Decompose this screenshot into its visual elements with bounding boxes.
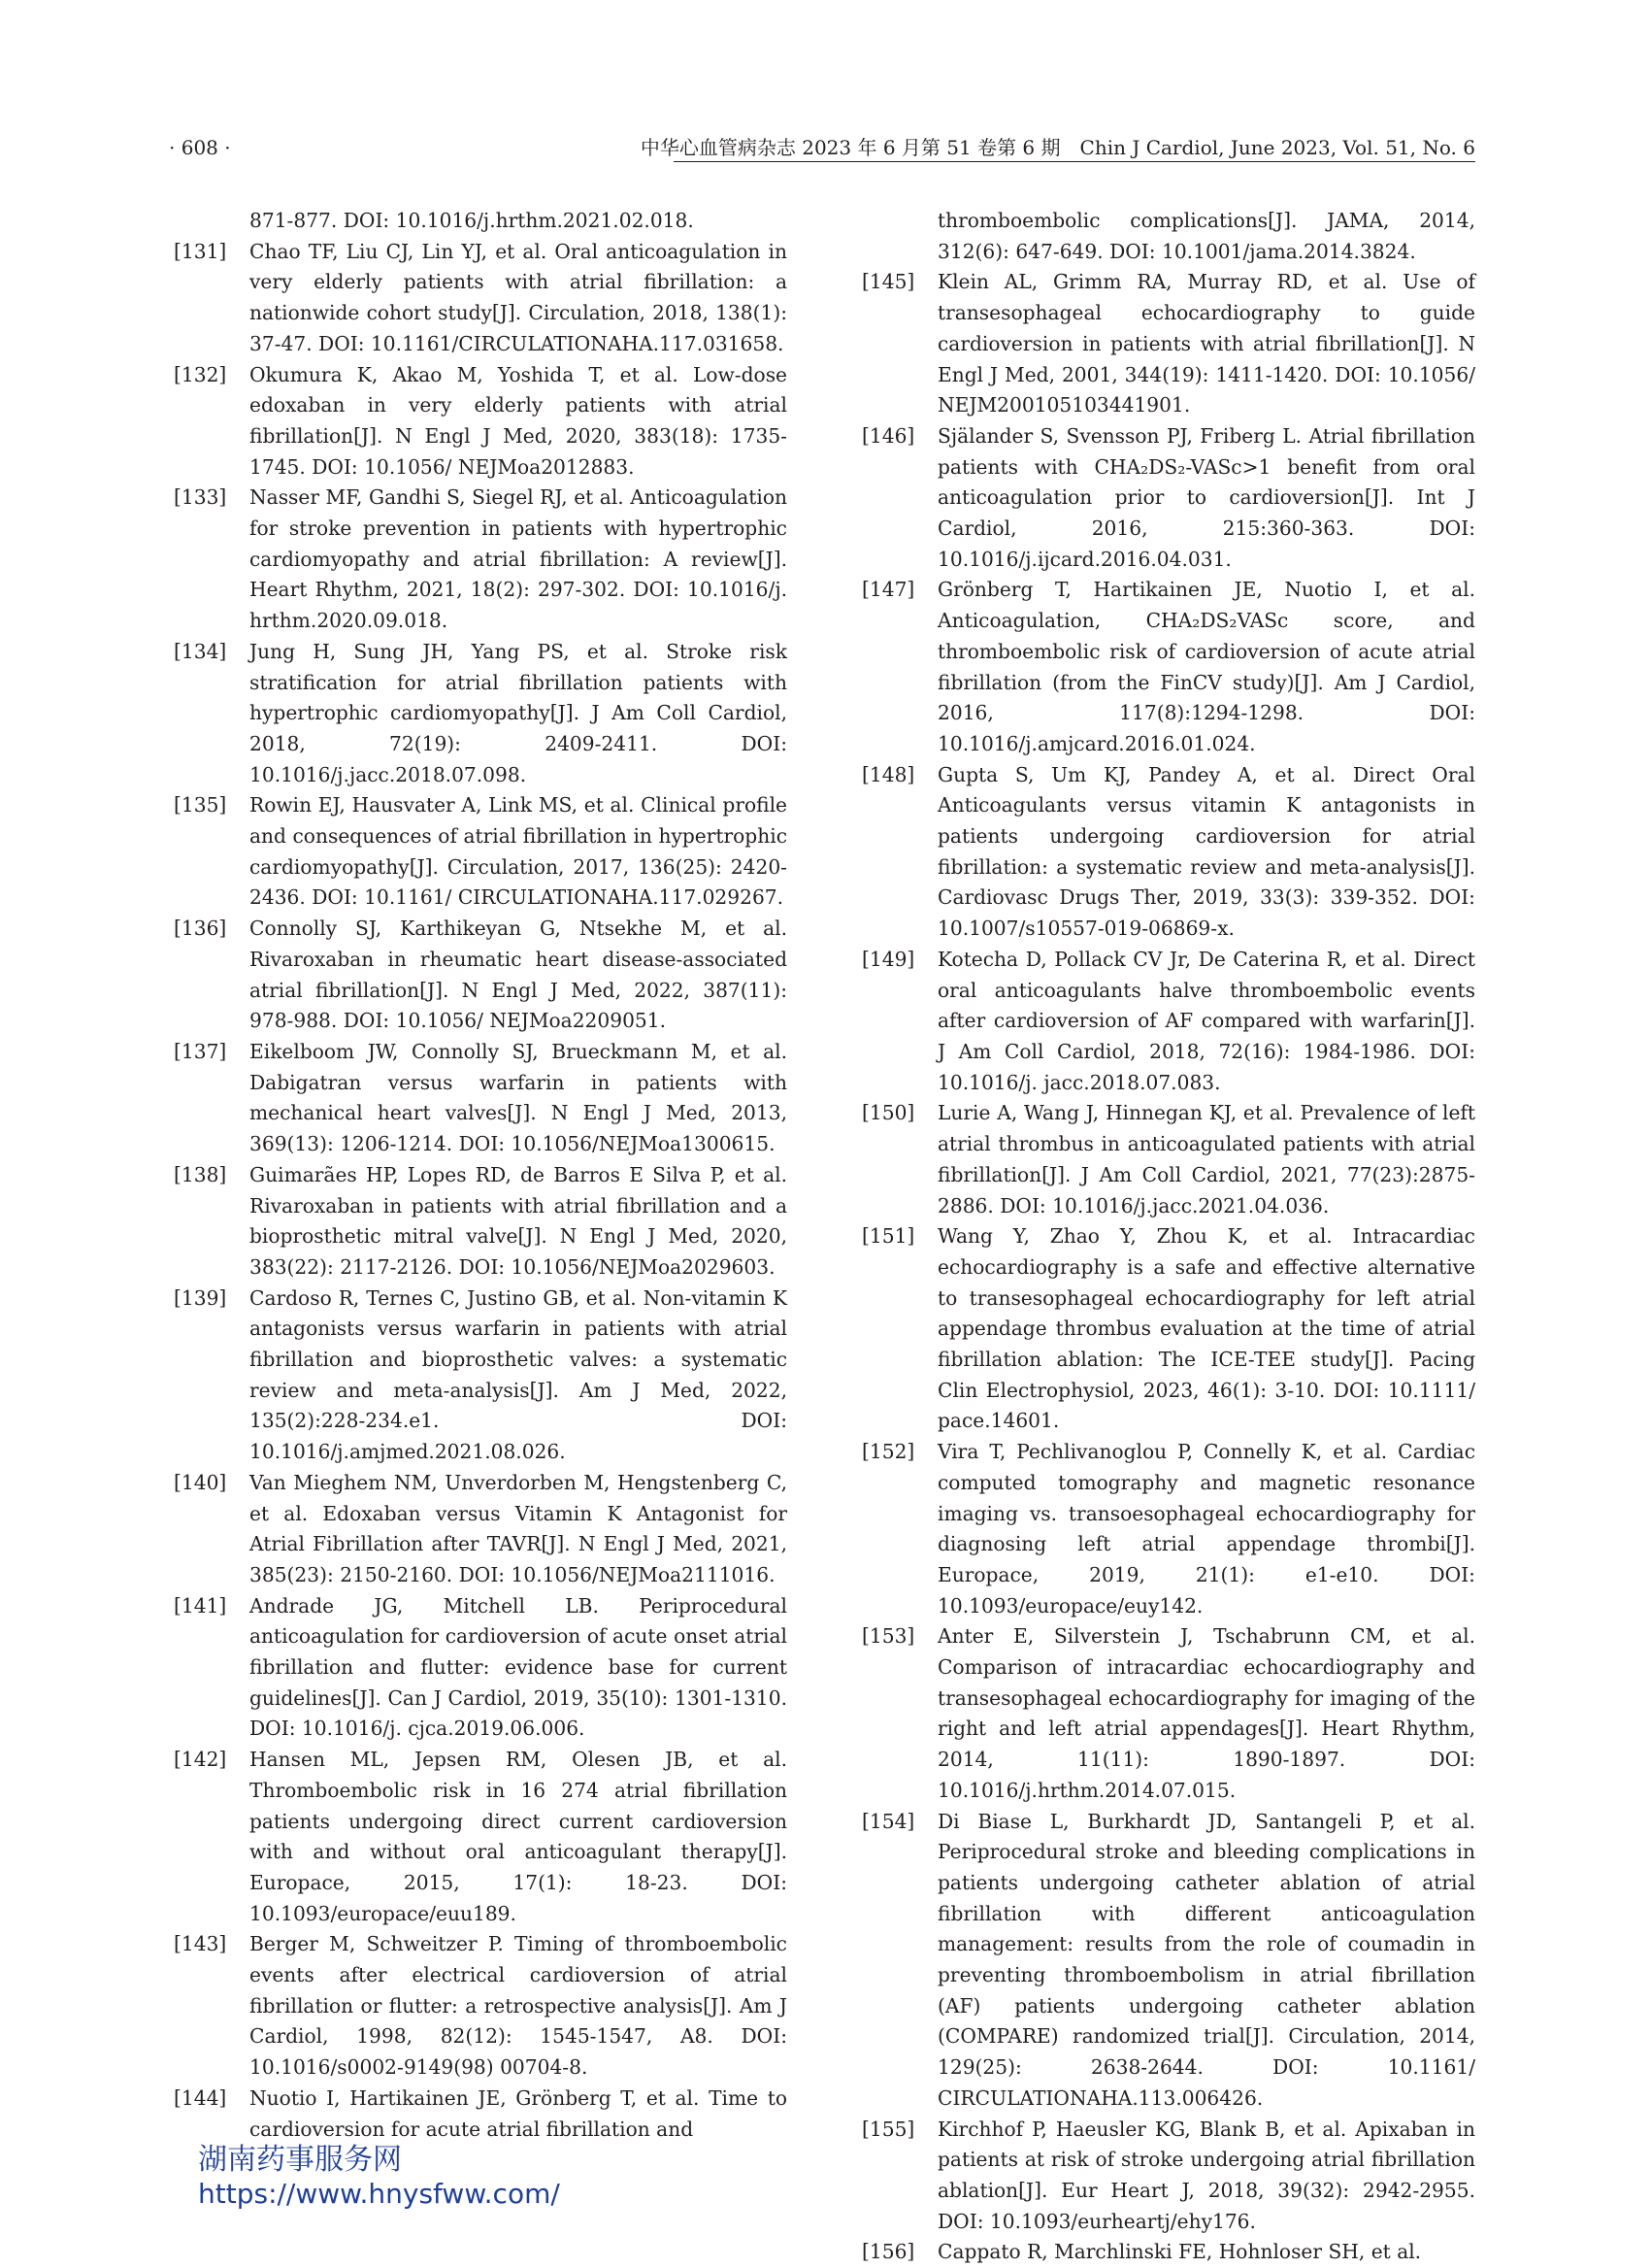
reference-entry xyxy=(174,1160,787,1284)
reference-entry xyxy=(174,1591,787,1746)
reference-entry xyxy=(174,1745,787,1929)
reference-text: Eikelboom JW, Connolly SJ, Brueckmann M, et al. Dabigatran versus warfarin in patients with mechanical heart valves[J]. N Engl J Med, 2013, 369(13): 1206-1214. DOI: 10.1056/NEJMoa1300615. xyxy=(249,1039,787,1156)
reference-entry xyxy=(862,760,1475,945)
reference-text: thromboembolic complications[J]. JAMA, 2014, 312(6): 647-649. DOI: 10.1001/jama.2014.3824. xyxy=(938,209,1475,263)
reference-entry xyxy=(862,2115,1475,2238)
reference-text: Kotecha D, Pollack CV Jr, De Caterina R, et al. Direct oral anticoagulants halve thromboembolic events after cardioversion of AF compared with warfarin[J]. J Am Coll Cardiol, 2018, 72(16): 1984-1986. DOI: 10.1016/j. jacc.2018.07.083. xyxy=(938,947,1475,1094)
reference-entry xyxy=(174,1468,787,1591)
reference-number: [148] xyxy=(862,762,915,786)
reference-number: [143] xyxy=(174,1932,227,1956)
watermark-footer xyxy=(198,2143,560,2211)
reference-entry xyxy=(862,2237,1475,2268)
reference-entry xyxy=(862,1221,1475,1437)
reference-text: Van Mieghem NM, Unverdorben M, Hengstenberg C, et al. Edoxaban versus Vitamin K Antagonist for Atrial Fibrillation after TAVR[J]. N Engl J Med, 2021, 385(23): 2150-2160. DOI: 10.1056/NEJMoa2111016. xyxy=(249,1470,787,1586)
reference-continuation xyxy=(174,206,787,237)
reference-number: [137] xyxy=(174,1039,227,1063)
reference-text: Kirchhof P, Haeusler KG, Blank B, et al. Apixaban in patients at risk of stroke undergoing atrial fibrillation ablation[J]. Eur Heart J, 2018, 39(32): 2942-2955. DOI: 10.1093/eurheartj/ehy176. xyxy=(938,2117,1475,2233)
reference-entry xyxy=(174,237,787,360)
reference-entry xyxy=(862,1621,1475,1806)
reference-text: Connolly SJ, Karthikeyan G, Ntsekhe M, et al. Rivaroxaban in rheumatic heart disease-associated atrial fibrillation[J]. N Engl J Med, 2022, 387(11): 978-988. DOI: 10.1056/ NEJMoa2209051. xyxy=(249,917,787,1033)
reference-text: Cardoso R, Ternes C, Justino GB, et al. Non-vitamin K antagonists versus warfarin in patients with atrial fibrillation and bioprosthetic valves: a systematic review and meta-analysis[J]. Am J Med, 2022, 135(2):228-234.e1. DOI: 10.1016/j.amjmed.2021.08.026. xyxy=(249,1285,787,1464)
reference-number: [146] xyxy=(862,423,915,448)
reference-entry xyxy=(174,1284,787,1468)
reference-text: Rowin EJ, Hausvater A, Link MS, et al. Clinical profile and consequences of atrial fibrillation in hypertrophic cardiomyopathy[J]. Circulation, 2017, 136(25): 2420-2436. DOI: 10.1161/ CIRCULATIONAHA.117.029267. xyxy=(249,793,787,910)
reference-number: [150] xyxy=(862,1101,915,1125)
reference-text: Guimarães HP, Lopes RD, de Barros E Silva P, et al. Rivaroxaban in patients with atrial fibrillation and a bioprosthetic mitral valve[J]. N Engl J Med, 2020, 383(22): 2117-2126. DOI: 10.1056/NEJMoa2029603. xyxy=(249,1162,787,1279)
reference-number: [136] xyxy=(174,917,227,941)
reference-entry xyxy=(174,914,787,1037)
reference-text: Vira T, Pechlivanoglou P, Connelly K, et al. Cardiac computed tomography and magnetic resonance imaging vs. transoesophageal echocardiography for diagnosing left atrial appendage thrombi[J]. Europace, 2019, 21(1): e1-e10. DOI: 10.1093/europace/euy142. xyxy=(938,1440,1475,1618)
reference-text: 871-877. DOI: 10.1016/j.hrthm.2021.02.018. xyxy=(249,209,694,232)
reference-entry xyxy=(174,790,787,914)
reference-text: Nasser MF, Gandhi S, Siegel RJ, et al. Anticoagulation for stroke prevention in patients with hypertrophic cardiomyopathy and atrial fibrillation: A review[J]. Heart Rhythm, 2021, 18(2): 297-302. DOI: 10.1016/j. hrthm.2020.09.018. xyxy=(249,485,787,633)
reference-number: [140] xyxy=(174,1470,227,1494)
reference-entry xyxy=(862,575,1475,759)
reference-entry xyxy=(862,1437,1475,1621)
reference-text: Gupta S, Um KJ, Pandey A, et al. Direct Oral Anticoagulants versus vitamin K antagonists in patients undergoing cardioversion for atrial fibrillation: a systematic review and meta-analysis[J]. Cardiovasc Drugs Ther, 2019, 33(3): 339-352. DOI: 10.1007/s10557-019-06869-x. xyxy=(938,762,1475,941)
reference-number: [138] xyxy=(174,1162,227,1186)
reference-number: [152] xyxy=(862,1440,915,1464)
reference-text: Hansen ML, Jepsen RM, Olesen JB, et al. Thromboembolic risk in 16 274 atrial fibrillation patients undergoing direct current cardioversion with and without oral anticoagulant therapy[J]. Europace, 2015, 17(1): 18-23. DOI: 10.1093/europace/euu189. xyxy=(249,1748,787,1925)
reference-text: Jung H, Sung JH, Yang PS, et al. Stroke risk stratification for atrial fibrillation patients with hypertrophic cardiomyopathy[J]. J Am Coll Cardiol, 2018, 72(19): 2409-2411. DOI: 10.1016/j.jacc.2018.07.098. xyxy=(249,639,787,786)
reference-entry xyxy=(174,1037,787,1160)
reference-entry xyxy=(862,1098,1475,1221)
reference-continuation xyxy=(862,206,1475,267)
reference-number: [149] xyxy=(862,947,915,971)
reference-number: [147] xyxy=(862,578,915,602)
reference-number: [133] xyxy=(174,485,227,510)
reference-number: [135] xyxy=(174,793,227,817)
reference-text: Di Biase L, Burkhardt JD, Santangeli P, et al. Periprocedural stroke and bleeding complications in patients undergoing catheter ablation of atrial fibrillation with different anticoagulation management: results from the role of coumadin in preventing thromboembolism in atrial fibrillation (AF) patients undergoing catheter ablation (COMPARE) randomized trial[J]. Circulation, 2014, 129(25): 2638-2644. DOI: 10.1161/ CIRCULATIONAHA.113.006426. xyxy=(938,1809,1475,2110)
reference-entry xyxy=(174,483,787,637)
reference-number: [132] xyxy=(174,362,227,386)
reference-text: Wang Y, Zhao Y, Zhou K, et al. Intracardiac echocardiography is a safe and effective alternative to transesophageal echocardiography for left atrial appendage thrombus evaluation at the time of atrial fibrillation ablation: The ICE-TEE study[J]. Pacing Clin Electrophysiol, 2023, 46(1): 3-10. DOI: 10.1111/ pace.14601. xyxy=(938,1224,1475,1433)
reference-entry xyxy=(862,945,1475,1099)
reference-text: Lurie A, Wang J, Hinnegan KJ, et al. Prevalence of left atrial thrombus in anticoagulated patients with atrial fibrillation[J]. J Am Coll Cardiol, 2021, 77(23):2875-2886. DOI: 10.1016/j.jacc.2021.04.036. xyxy=(938,1101,1475,1217)
left-reference-column xyxy=(174,206,787,2145)
reference-number: [139] xyxy=(174,1285,227,1310)
reference-number: [134] xyxy=(174,639,227,663)
reference-number: [144] xyxy=(174,2085,227,2110)
reference-text: Grönberg T, Hartikainen JE, Nuotio I, et al. Anticoagulation, CHA₂DS₂VASc score, and thromboembolic risk of cardioversion of acute atrial fibrillation (from the FinCV study)[J]. Am J Cardiol, 2016, 117(8):1294-1298. DOI: 10.1016/j.amjcard.2016.01.024. xyxy=(938,578,1475,755)
reference-text: Nuotio I, Hartikainen JE, Grönberg T, et al. Time to cardioversion for acute atrial fibrillation and xyxy=(249,2085,787,2141)
reference-entry xyxy=(174,360,787,484)
reference-number: [131] xyxy=(174,239,227,263)
reference-number: [141] xyxy=(174,1593,227,1618)
reference-text: Cappato R, Marchlinski FE, Hohnloser SH, et al. xyxy=(938,2240,1422,2264)
reference-entry xyxy=(174,2084,787,2145)
right-reference-column xyxy=(862,206,1475,2268)
reference-number: [151] xyxy=(862,1224,915,1249)
reference-number: [153] xyxy=(862,1624,915,1649)
journal-citation: 中华心血管病杂志 2023 年 6 月第 51 卷第 6 期 Chin J Cardiol, June 2023, Vol. 51, No. 6 xyxy=(640,136,1475,159)
reference-text: Andrade JG, Mitchell LB. Periprocedural anticoagulation for cardioversion of acute onset atrial fibrillation and flutter: evidence base for current guidelines[J]. Can J Cardiol, 2019, 35(10): 1301-1310. DOI: 10.1016/j. cjca.2019.06.006. xyxy=(249,1593,787,1741)
reference-text: Anter E, Silverstein J, Tschabrunn CM, et al. Comparison of intracardiac echocardiography and transesophageal echocardiography for imaging of the right and left atrial appendages[J]. Heart Rhythm, 2014, 11(11): 1890-1897. DOI: 10.1016/j.hrthm.2014.07.015. xyxy=(938,1624,1475,1802)
reference-number: [155] xyxy=(862,2117,915,2141)
reference-entry xyxy=(174,1929,787,2084)
running-header xyxy=(169,132,1475,163)
reference-text: Berger M, Schweitzer P. Timing of thromboembolic events after electrical cardioversion of atrial fibrillation or flutter: a retrospective analysis[J]. Am J Cardiol, 1998, 82(12): 1545-1547, A8. DOI: 10.1016/s0002-9149(98) 00704-8. xyxy=(249,1932,787,2080)
reference-entry xyxy=(862,1807,1475,2115)
reference-text: Chao TF, Liu CJ, Lin YJ, et al. Oral anticoagulation in very elderly patients with atrial fibrillation: a nationwide cohort study[J]. Circulation, 2018, 138(1): 37-47. DOI: 10.1161/CIRCULATIONAHA.117.031658. xyxy=(249,239,787,355)
reference-number: [154] xyxy=(862,1809,915,1833)
reference-entry xyxy=(174,637,787,791)
reference-number: [142] xyxy=(174,1748,227,1772)
reference-number: [145] xyxy=(862,270,915,294)
page-number: · 608 · xyxy=(169,136,231,159)
reference-entry xyxy=(862,421,1475,576)
header-rule xyxy=(674,161,1475,162)
reference-text: Okumura K, Akao M, Yoshida T, et al. Low-dose edoxaban in very elderly patients with atrial fibrillation[J]. N Engl J Med, 2020, 383(18): 1735-1745. DOI: 10.1056/ NEJMoa2012883. xyxy=(249,362,787,479)
reference-text: Klein AL, Grimm RA, Murray RD, et al. Use of transesophageal echocardiography to guide cardioversion in patients with atrial fibrillation[J]. N Engl J Med, 2001, 344(19): 1411-1420. DOI: 10.1056/ NEJM200105103441901. xyxy=(938,270,1475,417)
reference-number: [156] xyxy=(862,2240,915,2264)
site-name: 湖南药事服务网 xyxy=(198,2143,402,2177)
reference-entry xyxy=(862,267,1475,421)
site-url: https://www.hnysfww.com/ xyxy=(198,2178,560,2210)
reference-text: Själander S, Svensson PJ, Friberg L. Atrial fibrillation patients with CHA₂DS₂-VASc>1 benefit from oral anticoagulation prior to cardioversion[J]. Int J Cardiol, 2016, 215:360-363. DOI: 10.1016/j.ijcard.2016.04.031. xyxy=(938,423,1475,571)
